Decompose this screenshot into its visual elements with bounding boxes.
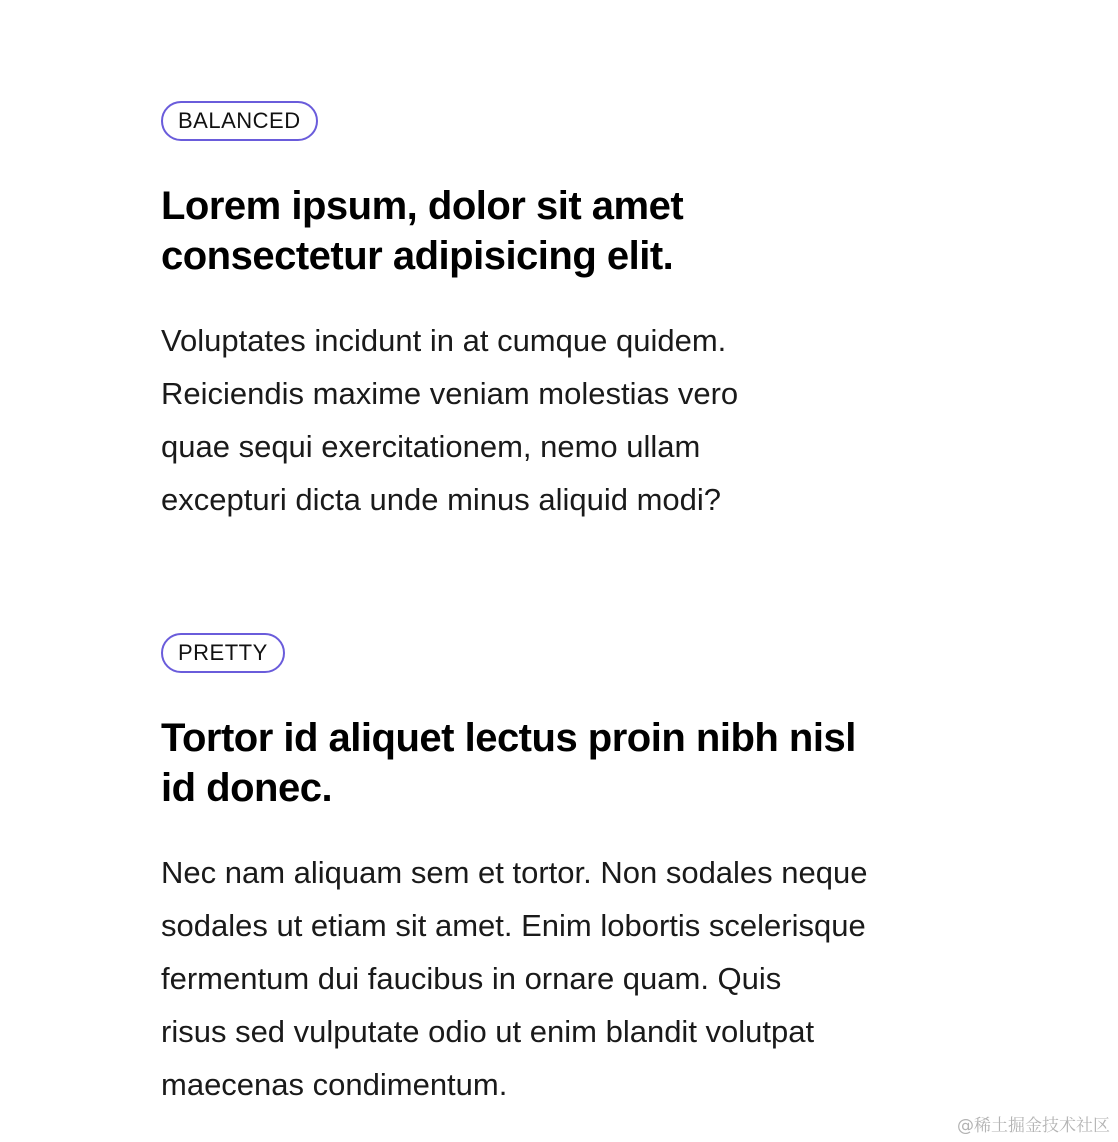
pretty-paragraph <box>161 846 961 1111</box>
balanced-section <box>161 101 861 526</box>
balanced-paragraph <box>161 314 821 526</box>
paragraph-line: risus sed vulputate odio ut enim blandit volutpat <box>161 1014 815 1049</box>
heading-line: Lorem ipsum, dolor sit amet <box>161 184 684 228</box>
watermark: @稀土掘金技术社区 <box>957 1116 1110 1136</box>
paragraph-line: Voluptates incidunt in at cumque quidem. <box>161 323 727 358</box>
pretty-section <box>161 633 981 1111</box>
paragraph-line: quae sequi exercitationem, nemo ullam <box>161 429 701 464</box>
paragraph-line: excepturi dicta unde minus aliquid modi? <box>161 482 722 517</box>
paragraph-line: Nec nam aliquam sem et tortor. Non sodales neque <box>161 855 868 890</box>
paragraph-line: Reiciendis maxime veniam molestias vero <box>161 376 739 411</box>
paragraph-line: fermentum dui faucibus in ornare quam. Quis <box>161 961 782 996</box>
balanced-heading <box>161 181 741 281</box>
pretty-heading <box>161 713 921 813</box>
heading-line: Tortor id aliquet lectus proin nibh nisl <box>161 716 856 760</box>
paragraph-line: sodales ut etiam sit amet. Enim lobortis scelerisque <box>161 908 866 943</box>
paragraph-line: maecenas condimentum. <box>161 1067 508 1102</box>
heading-line: consectetur adipisicing elit. <box>161 234 674 278</box>
balanced-badge: BALANCED <box>161 101 318 141</box>
pretty-badge: PRETTY <box>161 633 285 673</box>
heading-line: id donec. <box>161 766 333 810</box>
